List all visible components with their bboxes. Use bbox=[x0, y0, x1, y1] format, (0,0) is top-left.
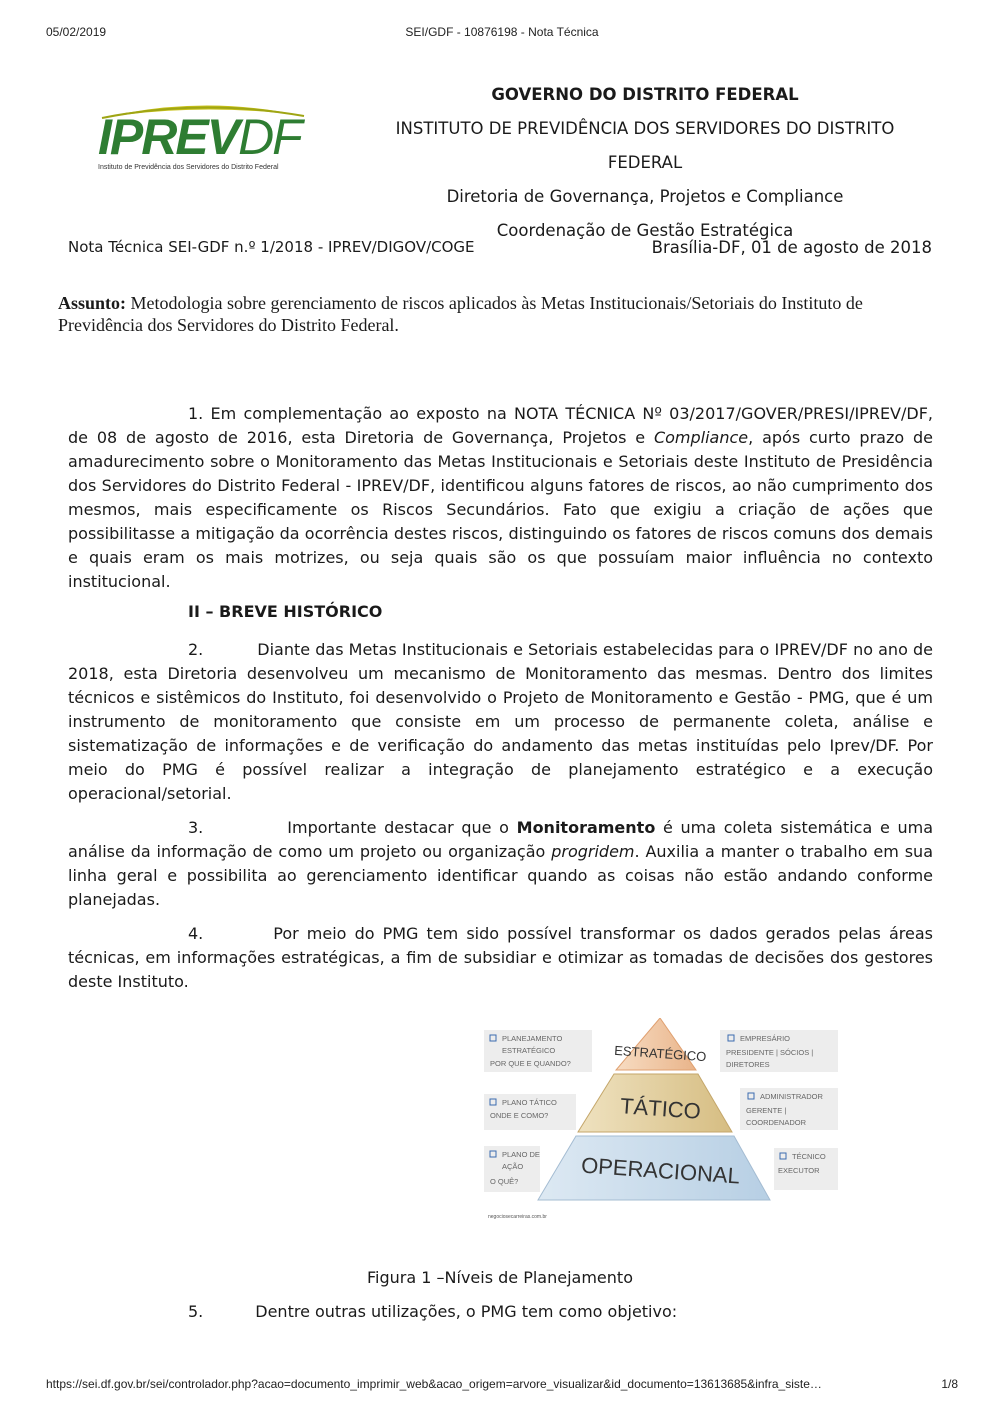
tier-label: ESTRATÉGICO bbox=[613, 1042, 707, 1065]
planning-pyramid-figure bbox=[480, 1018, 842, 1224]
figure-caption: Figura 1 –Níveis de Planejamento bbox=[367, 1268, 633, 1287]
note-text: POR QUE E QUANDO? bbox=[490, 1059, 571, 1068]
note-text: ESTRATÉGICO bbox=[502, 1046, 556, 1055]
paragraph-number: 3. bbox=[188, 818, 204, 837]
paragraph-2: 2. Diante das Metas Institucionais e Setoriais estabelecidas para o IPREV/DF no ano de 2018, esta Diretoria desenvolveu um mecanismo de Monitoramento das mesmas. Dentro dos limites técnicos e sistêmicos do Instituto, foi desenvolvido o Projeto de Monitoramento e Gestão - PMG, que é um instrumento de monitoramento que consiste em um processo de permanente coleta, análise e sistematização de informações e de verificação do andamento das metas instituídas pelo Iprev/DF. Por meio do PMG é possível realizar a integração de planejamento estratégico e a execução operacional/setorial. bbox=[68, 640, 933, 803]
paragraph-number: 1. bbox=[188, 404, 204, 423]
subject-label: Assunto: bbox=[58, 293, 127, 313]
document-header bbox=[360, 78, 930, 248]
paragraph-number: 5. bbox=[188, 1302, 204, 1321]
subject bbox=[58, 292, 940, 336]
note-text: PLANO TÁTICO bbox=[502, 1098, 557, 1107]
note-text: O QUÊ? bbox=[490, 1177, 519, 1186]
note-text: ADMINISTRADOR bbox=[760, 1092, 823, 1101]
page-number: 1/8 bbox=[941, 1377, 958, 1391]
tier-label: TÁTICO bbox=[619, 1093, 702, 1124]
institute-name: INSTITUTO DE PREVIDÊNCIA DOS SERVIDORES DO DISTRITO FEDERAL bbox=[395, 119, 895, 172]
note-text: PLANO DE bbox=[502, 1150, 540, 1159]
figure-credit: negociosecarreiras.com.br bbox=[488, 1214, 547, 1220]
subject-text: Metodologia sobre gerenciamento de riscos aplicados às Metas Institucionais/Setoriais do Instituto de Previdência dos Servidores do Distrito Federal. bbox=[58, 293, 863, 335]
paragraph-number: 4. bbox=[188, 924, 204, 943]
note-text: GERENTE | bbox=[746, 1106, 787, 1115]
coordination-name: Coordenação de Gestão Estratégica bbox=[496, 221, 794, 240]
paragraph-3: 3. Importante destacar que o Monitoramento é uma coleta sistemática e uma análise da informação de como um projeto ou organização progridem. Auxilia a manter o trabalho em sua linha geral e possibilita ao gerenciamento identificar quando as coisas não estão andando conforme planejadas. bbox=[68, 818, 933, 909]
print-footer bbox=[46, 1377, 958, 1393]
item-5: 5. Dentre outras utilizações, o PMG tem como objetivo: bbox=[188, 1302, 678, 1321]
note-text: EXECUTOR bbox=[778, 1166, 820, 1175]
place-date: Brasília-DF, 01 de agosto de 2018 bbox=[651, 238, 932, 257]
paragraph-number: 2. bbox=[188, 640, 204, 659]
note-text: TÉCNICO bbox=[792, 1152, 826, 1161]
pyramid-diagram bbox=[480, 1018, 842, 1224]
logo-wordmark: IPREVDF bbox=[98, 109, 301, 165]
iprev-logo bbox=[92, 96, 314, 180]
note-text: AÇÃO bbox=[502, 1162, 524, 1171]
print-date: 05/02/2019 bbox=[46, 25, 107, 39]
tier-label: OPERACIONAL bbox=[580, 1152, 741, 1189]
logo-subtitle: Instituto de Previdência dos Servidores do Distrito Federal bbox=[98, 164, 279, 171]
note-text: DIRETORES bbox=[726, 1060, 770, 1069]
print-header bbox=[46, 25, 958, 41]
note-identifier: Nota Técnica SEI-GDF n.º 1/2018 - IPREV/DIGOV/COGE bbox=[68, 238, 475, 256]
paragraph-4: 4. Por meio do PMG tem sido possível transformar os dados gerados pelas áreas técnicas, em informações estratégicas, a fim de subsidiar e otimizar as tomadas de decisões dos gestores deste Instituto. bbox=[68, 924, 933, 991]
note-text: COORDENADOR bbox=[746, 1118, 807, 1127]
note-text: PRESIDENTE | SÓCIOS | bbox=[726, 1048, 814, 1057]
paragraph-1: 1. Em complementação ao exposto na NOTA TÉCNICA Nº 03/2017/GOVER/PRESI/IPREV/DF, de 08 de agosto de 2016, esta Diretoria de Governança, Projetos e Compliance, após curto prazo de amadurecimento sobre o Monitoramento das Metas Institucionais e Setoriais deste Instituto de Presidência dos Servidores do Distrito Federal - IPREV/DF, identificou alguns fatores de riscos, ao não cumprimento dos mesmos, mais especificamente os Riscos Secundários. Fato que exigiu a criação de ações que possibilitasse a mitigação da ocorrência destes riscos, distinguindo os fatores de riscos comuns dos demais e quais eram os mais motrizes, ou seja quais são os que possuíam maior influência no contexto institucional. bbox=[68, 404, 934, 591]
section-heading: II – BREVE HISTÓRICO bbox=[188, 602, 383, 621]
note-text: PLANEJAMENTO bbox=[502, 1034, 563, 1043]
note-text: ONDE E COMO? bbox=[490, 1111, 549, 1120]
directorate-name: Diretoria de Governança, Projetos e Compliance bbox=[446, 187, 844, 206]
note-text: EMPRESÁRIO bbox=[740, 1034, 791, 1043]
government-title: GOVERNO DO DISTRITO FEDERAL bbox=[491, 85, 799, 104]
print-title: SEI/GDF - 10876198 - Nota Técnica bbox=[405, 25, 599, 39]
document-url: https://sei.df.gov.br/sei/controlador.php?acao=documento_imprimir_web&acao_origem=arvore_visualizar&id_documento=13613685&infra_siste… bbox=[46, 1377, 822, 1391]
